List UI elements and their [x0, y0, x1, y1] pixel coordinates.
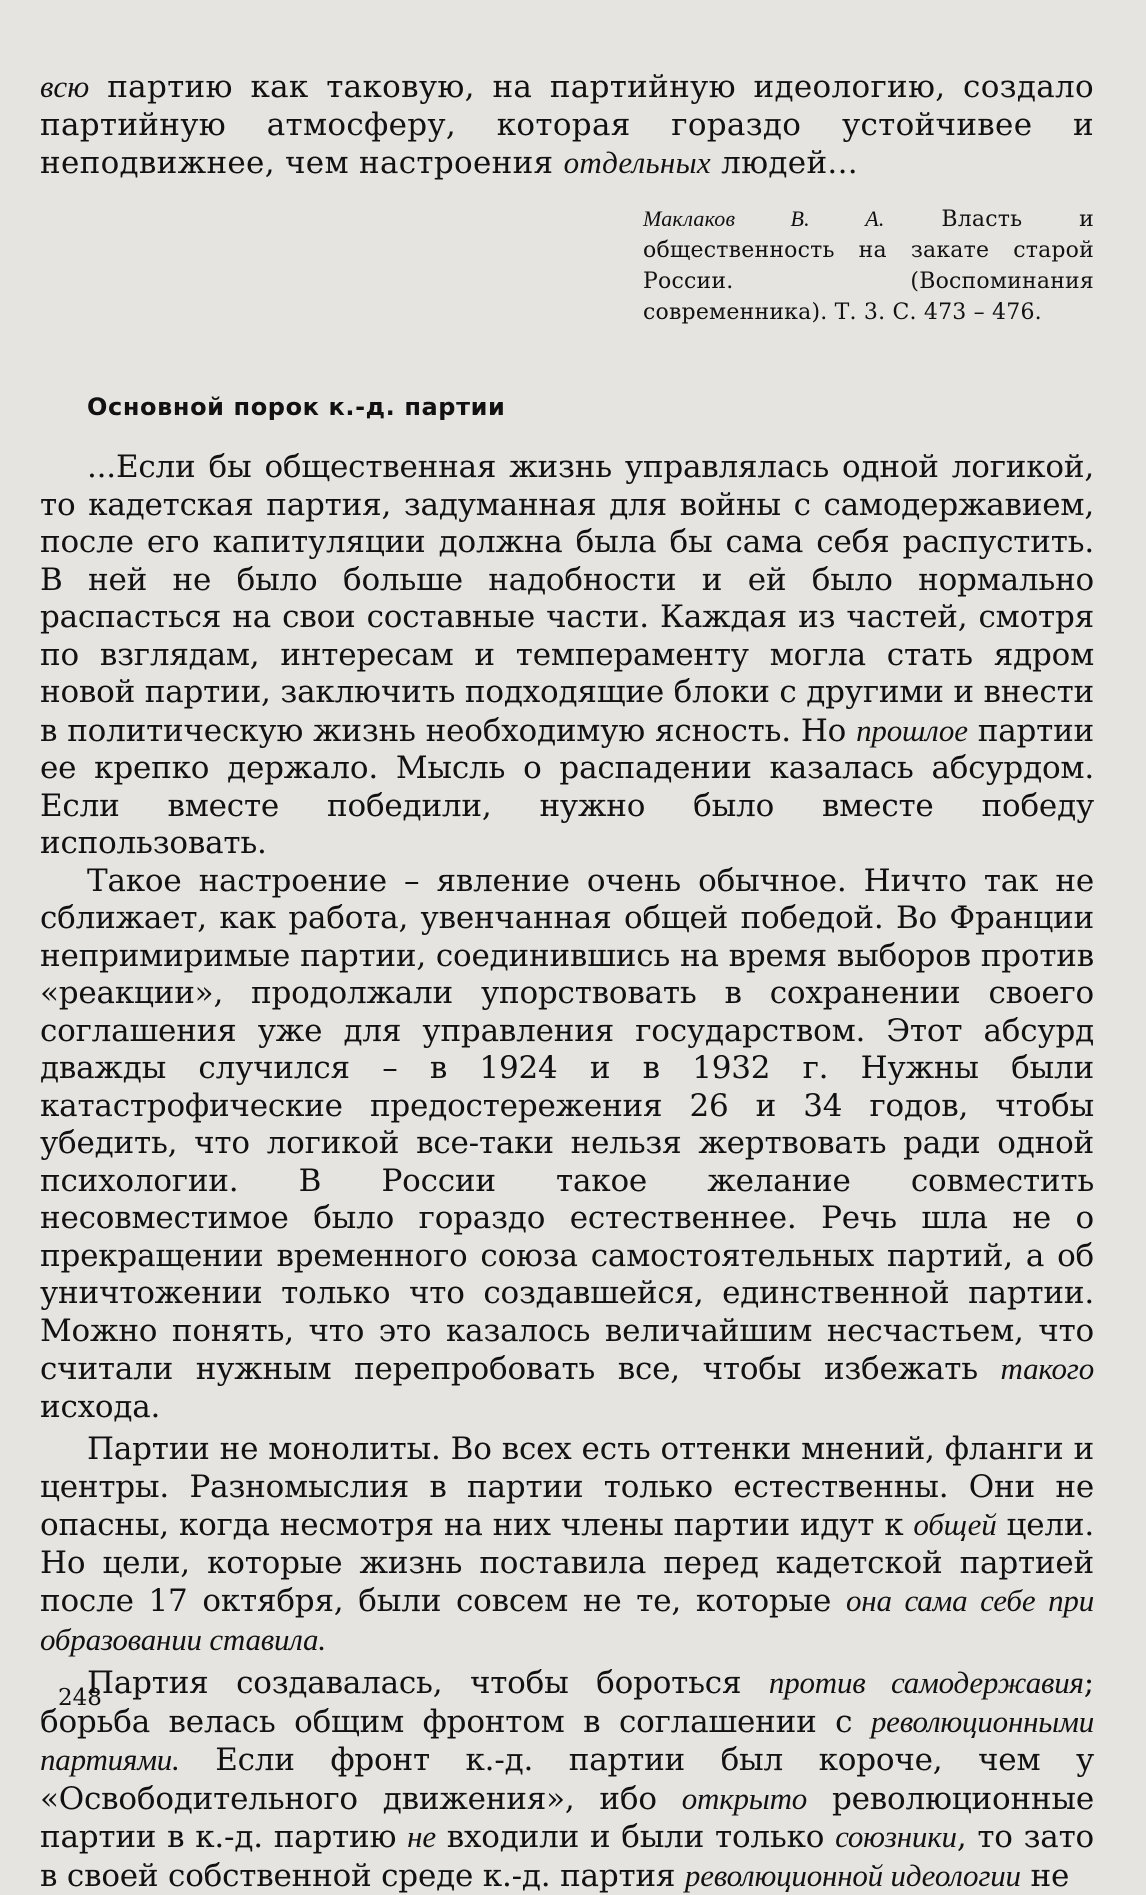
emphasis-allies: союзники: [835, 1819, 957, 1854]
paragraph-1-text-2: партии ее крепко держало. Мысль о распадении казалась абсурдом. Если вместе победили, нужно было вместе победу использовать.: [40, 712, 1094, 861]
emphasis-past: прошлое: [856, 712, 968, 748]
paragraph-4-text-3: Если фронт к.-д. партии был короче, чем у «Освободительного движения», ибо: [40, 1742, 1094, 1817]
section-heading: Основной порок к.-д. партии: [87, 393, 506, 421]
citation-author: Маклаков В. А.: [643, 206, 885, 231]
paragraph-4-text-7: не: [1020, 1857, 1070, 1894]
paragraph-4-text-1: Партия создавалась, чтобы бороться: [87, 1665, 769, 1701]
main-text: [40, 449, 1094, 1895]
paragraph-4-text-2: ; борьба велась общим фронтом в соглашении с: [40, 1665, 1095, 1740]
paragraph-4-text-6: , то зато в своей собственной среде к.-д. партия: [40, 1819, 1094, 1894]
paragraph-1: [40, 449, 1094, 863]
page-number: 248: [58, 1685, 102, 1711]
paragraph-2-text-2: исхода.: [40, 1388, 161, 1425]
emphasis-itself: она сама себе при образовании ставила.: [40, 1583, 1094, 1657]
opening-text-2: людей...: [710, 145, 858, 181]
opening-text-1: партию как таковую, на партийную идеологию, создало партийную атмосферу, которая гораздо устойчивее и неподвижнее, чем настроения: [40, 69, 1094, 181]
citation-reference: [643, 203, 1094, 328]
paragraph-2: [40, 863, 1094, 1427]
emphasis-openly: открыто: [681, 1780, 808, 1816]
paragraph-4: [40, 1664, 1094, 1895]
paragraph-1-text-1: ...Если бы общественная жизнь управлялась одной логикой, то кадетская партия, задуманная для войны с самодержавием, после его капитуляции должна была бы сама себя распустить. В ней не было больше надобности и ей было нормально распасться на свои составные части. Каждая из частей, смотря по взглядам, интересам и темпераменту могла стать ядром новой партии, заключить подходящие блоки с другими и внести в политическую жизнь необходимую ясность. Но: [40, 449, 1094, 749]
paragraph-2-text-1: Такое настроение – явление очень обычное. Ничто так не сближает, как работа, увенчанная общей победой. Во Франции непримиримые партии, соединившись на время выборов против «реакции», продолжали упорствовать в сохранении своего соглашения уже для управления государством. Этот абсурд дважды случился – в 1924 и в 1932 г. Нужны были катастрофические предостережения 26 и 34 годов, чтобы убедить, что логикой все-таки нельзя жертвовать ради одной психологии. В России такое желание совместить несовместимое было гораздо естественнее. Речь шла не о прекращении временного союза самостоятельных партий, а об уничтожении только что создавшейся, единственной партии. Можно понять, что это казалось величайшим несчастьем, что считали нужным перепробовать все, чтобы избежать: [40, 862, 1094, 1387]
emphasis-against: против самодержавия: [768, 1665, 1084, 1700]
paragraph-3-text-2: цели. Но цели, которые жизнь поставила перед кадетской партией после 17 октября, были совсем не те, которые: [40, 1507, 1094, 1619]
emphasis-not: не: [407, 1819, 436, 1854]
emphasis-all: всю: [40, 69, 90, 104]
citation-text: Власть и общественность на закате старой России. (Воспоминания современника). Т. 3. С. 473 – 476.: [643, 207, 1094, 325]
paragraph-3-text-1: Партии не монолиты. Во всех есть оттенки мнений, фланги и центры. Разномыслия в партии только естественны. Они не опасны, когда несмотря на них члены партии идут к: [40, 1431, 1094, 1543]
opening-paragraph: [40, 68, 1094, 183]
emphasis-ideology: революционной идеологии: [684, 1857, 1021, 1893]
paragraph-4-text-5: входили и были только: [435, 1819, 836, 1855]
emphasis-individual: отдельных: [563, 145, 711, 180]
emphasis-such: такого: [1000, 1351, 1094, 1386]
emphasis-common: общей: [913, 1507, 997, 1542]
emphasis-revparties: революционными партиями.: [40, 1703, 1094, 1777]
paragraph-4-text-4: революционные партии в к.-д. партию: [40, 1780, 1094, 1855]
paragraph-3: [40, 1431, 1094, 1659]
